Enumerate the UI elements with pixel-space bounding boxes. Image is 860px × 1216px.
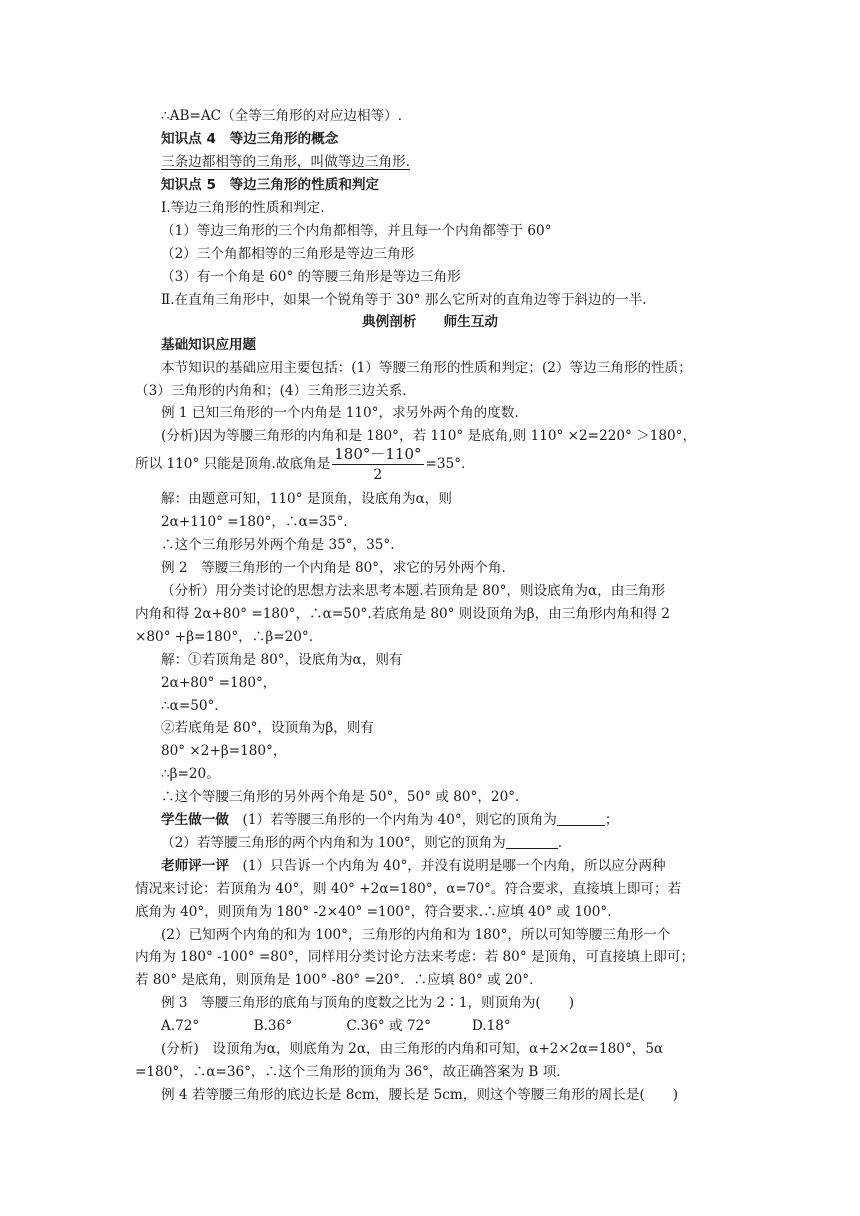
text-line: 80° ×2+β=180°， [161, 743, 287, 759]
text-line: 内角为 180° -100° =80°，同样用分类讨论方法来考虑：若 80° 是顶角，可直接填上即可； [135, 949, 695, 965]
commentary-label: 老师评一评 [161, 858, 229, 874]
text-line: （2）三个角都相等的三角形是等边三角形 [161, 246, 415, 262]
text-line: Ⅰ.等边三角形的性质和判定. [161, 200, 325, 216]
text-line: =180°，∴α=36°，∴这个三角形的顶角为 36°，故正确答案为 B 项. [135, 1064, 561, 1080]
text-line: （分析）用分类讨论的思想方法来思考本题.若顶角是 80°，则设底角为α，由三角形 [161, 583, 666, 599]
fraction-denominator: 2 [373, 466, 383, 483]
text-span: 例 4 若等腰三角形的底边长是 8cm，腰长是 5cm，则这个等腰三角形的周长是( [161, 1087, 645, 1103]
definition-text: 三条边都相等的三角形，叫做等边三角形. [161, 154, 411, 170]
answer-options: A.72° B.36° C.36° 或 72° D.18° [161, 1018, 511, 1034]
text-line: 本节知识的基础应用主要包括：(1）等腰三角形的性质和判定；(2）等边三角形的性质； [161, 360, 692, 376]
text-line: 内角和得 2α+80° =180°，∴α=50°.若底角是 80° 则设顶角为β，由三角形内角和得 2 [135, 606, 670, 622]
text-span: ) [672, 1087, 679, 1103]
text-span: ； [604, 812, 619, 828]
text-span: 例 3 等腰三角形的底角与顶角的度数之比为 2∶1，则顶角为( [161, 995, 541, 1011]
exercise-line [161, 833, 562, 853]
text-span: =35°． [425, 456, 475, 472]
answer-blank[interactable] [557, 811, 605, 826]
text-line: 解：①若顶角是 80°，设底角为α，则有 [161, 652, 403, 668]
fraction-numerator: 180°－110° [334, 444, 422, 463]
text-line: 2α+110° =180°，∴α=35°. [161, 514, 348, 530]
text-span: (1）只告诉一个内角为 40°，并没有说明是哪一个内角，所以应分两种 [228, 858, 666, 874]
text-line: ∴α=50°． [161, 698, 228, 714]
text-line: (2）已知两个内角的和为 100°，三角形的内角和为 180°，所以可知等腰三角形一个 [161, 927, 671, 943]
section-title: 典例剖析 师生互动 [362, 314, 498, 330]
text-span: ) [568, 995, 575, 1011]
section-heading: 知识点 4 等边三角形的概念 [161, 131, 339, 147]
text-line: 2α+80° =180°， [161, 675, 277, 691]
text-line: ∴这个等腰三角形的另外两个角是 50°，50° 或 80°，20°． [161, 789, 529, 805]
text-span: (1）若等腰三角形的一个内角为 40°，则它的顶角为 [228, 812, 557, 828]
text-line: (分析) 设顶角为α，则底角为 2α，由三角形的内角和可知，α+2×2α=180°，5α [161, 1041, 664, 1057]
fraction [332, 445, 423, 485]
fraction-line [135, 442, 475, 486]
text-line: ∴这个三角形另外两个角是 35°，35°. [161, 537, 395, 553]
text-line: 情况来讨论：若顶角为 40°，则 40° +2α=180°，α=70°。符合要求，直接填上即可；若 [135, 881, 682, 897]
text-line: （1）等边三角形的三个内角都相等，并且每一个内角都等于 60° [161, 223, 552, 239]
text-line: （3）有一个角是 60° 的等腰三角形是等边三角形 [161, 269, 461, 285]
example-heading [161, 1085, 678, 1105]
exercise-line [161, 810, 618, 830]
text-span: 所以 110° 只能是顶角.故底角是 [135, 456, 331, 472]
section-heading: 知识点 5 等边三角形的性质和判定 [161, 177, 380, 193]
text-line: ∴β=20。 [161, 766, 220, 782]
text-line: ∴AB=AC（全等三角形的对应边相等）. [161, 108, 403, 124]
text-span: （2）若等腰三角形的两个内角和为 100°，则它的顶角为 [161, 835, 506, 851]
text-line: Ⅱ.在直角三角形中，如果一个锐角等于 30° 那么它所对的直角边等于斜边的一半. [161, 292, 647, 308]
example-heading: 例 2 等腰三角形的一个内角是 80°，求它的另外两个角. [161, 560, 506, 576]
text-line: ②若底角是 80°，设顶角为β，则有 [161, 720, 374, 736]
text-line: （3）三角形的内角和；(4）三角形三边关系. [135, 383, 407, 399]
text-line: 底角为 40°，则顶角为 180° -2×40° =100°，符合要求.∴应填 40° 或 100°. [135, 904, 612, 920]
text-line: 解：由题意可知，110° 是顶角，设底角为α，则 [161, 491, 452, 507]
answer-blank[interactable] [506, 834, 558, 849]
commentary-line [161, 856, 666, 876]
subsection-heading: 基础知识应用题 [161, 337, 257, 353]
text-line: 若 80° 是底角，则顶角是 100° -80° =20°．∴应填 80° 或 20°． [135, 972, 543, 988]
text-line: ×80° +β=180°，∴β=20°. [135, 629, 314, 645]
text-span: . [557, 835, 563, 851]
example-heading [161, 993, 574, 1013]
exercise-label: 学生做一做 [161, 812, 229, 828]
text-line: (分析)因为等腰三角形的内角和是 180°，若 110° 是底角,则 110° ×2=220° ＞180°， [161, 428, 697, 444]
example-heading: 例 1 已知三角形的一个内角是 110°，求另外两个角的度数. [161, 405, 519, 421]
